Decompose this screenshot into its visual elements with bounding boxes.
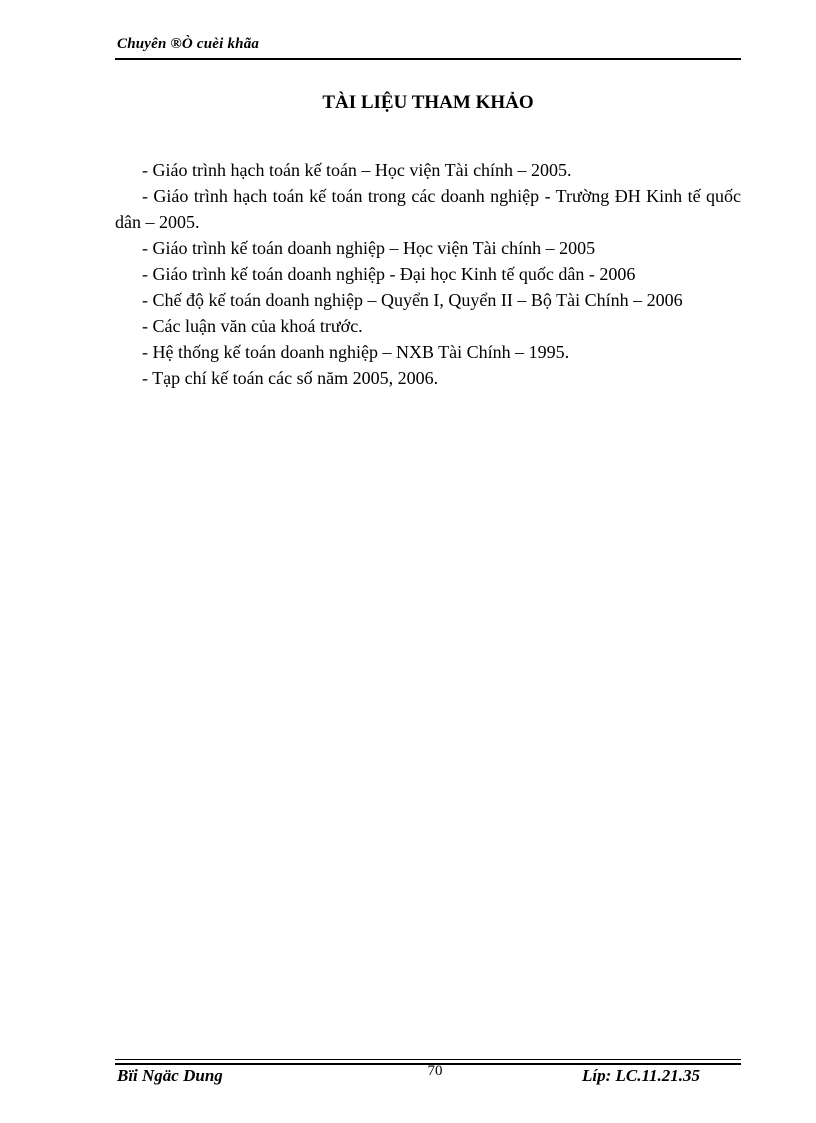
page-title: TÀI LIỆU THAM KHẢO	[322, 92, 534, 113]
footer-class-code: Líp: LC.11.21.35	[582, 1066, 701, 1085]
footer-rule-thin	[115, 1059, 741, 1060]
reference-list	[115, 157, 741, 391]
footer-author: Bïi Ngäc Dung	[117, 1066, 223, 1085]
reference-item: - Giáo trình kế toán doanh nghiệp - Đại học Kinh tế quốc dân - 2006	[142, 264, 636, 284]
reference-item: - Hệ thống kế toán doanh nghiệp – NXB Tài Chính – 1995.	[142, 342, 570, 362]
reference-item: - Giáo trình hạch toán kế toán trong các doanh nghiệp - Trường ĐH Kinh tế quốc dân – 2005.	[115, 186, 741, 232]
reference-item: - Chế độ kế toán doanh nghiệp – Quyển I, Quyển II – Bộ Tài Chính – 2006	[142, 290, 683, 310]
page-number: 70	[427, 1063, 443, 1079]
reference-item: - Giáo trình kế toán doanh nghiệp – Học viện Tài chính – 2005	[142, 238, 596, 258]
header-rule	[115, 58, 741, 60]
reference-item: - Giáo trình hạch toán kế toán – Học viện Tài chính – 2005.	[142, 160, 572, 180]
reference-item: - Các luận văn của khoá trước.	[142, 316, 363, 336]
running-header: Chuyên ®Ò cuèi khãa	[117, 36, 260, 52]
reference-item: - Tạp chí kế toán các số năm 2005, 2006.	[142, 368, 439, 388]
